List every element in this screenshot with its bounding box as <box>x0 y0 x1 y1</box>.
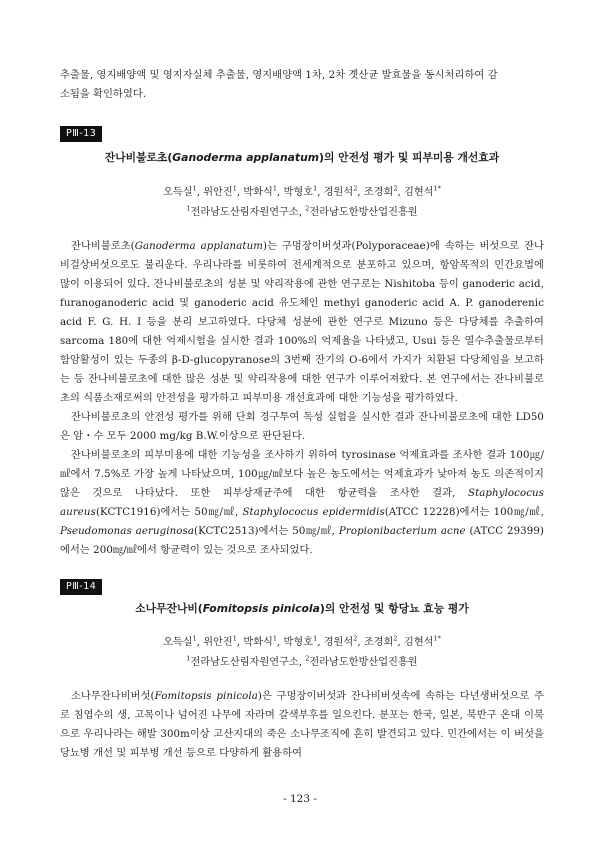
affiliations: $^1$전라남도산림자원연구소, $^2$전라남도한방산업진흥원 <box>186 204 418 218</box>
paragraph: 소나무잔나비버섯(Fomitopsis pinicola)은 구멍장이버섯과 잔나비버섯속에 속하는 다년생버섯으로 주로 침엽수의 생, 고목이나 넘어진 나무에 자라며 갈색부후를 일으킨다. 분포는 한국, 일본, 북반구 온대 이북으로 우리나라는 해발 300m이상 고산지대의 죽은 소나무조직에 흔히 발견되고 있다. 민간에서는 이 버섯을 당뇨병 개선 및 피부병 개선 등으로 다양하게 활용하여 <box>60 691 545 759</box>
section-body <box>60 687 544 763</box>
author: 오득실$^1$ <box>163 184 197 198</box>
page-number: - 123 - <box>283 793 317 805</box>
paragraph: 잔나비불로초(Ganoderma applanatum)는 구멍장이버섯과(Polyporaceae)에 속하는 버섯으로 잔나비걸상버섯으로도 불리운다. 우리나라를 비롯하여 전세계적으로 분포하고 있으며, 항암목적의 민간요법에 많이 이용되어 있다. 잔나비불로초의 성분 및 약리작용에 관한 연구로는 Nishitoba 등이 ganoderic acid, furanoganoderic acid 및 ganoderic acid 유도체인 methyl ganoderic acid A. P. ganoderenic acid F. G. H. I 등을 분리 보고하였다. 다당체 성분에 관한 연구로 Mizuno 등은 다당체를 추출하여 sarcoma 180에 대한 억제시험을 실시한 결과 100%의 억제율을 나타냈고, Usui 등은 열수추출물로부터 함암활성이 있는 두종의 β-D-glucopyranose의 3번째 잔기의 O-6에서 가지가 치환된 다당체임을 보고하는 등 잔나비불로초에 대한 많은 성분 및 약리작용에 대한 연구가 이루어져왔다. 본 연구에서는 잔나비불로초의 식품소재로써의 안전성을 평가하고 피부미용 개선효과에 대한 기능성을 평가하였다. <box>60 241 544 404</box>
affiliation: $^2$전라남도한방산업진흥원 <box>305 204 418 218</box>
paragraph: 잔나비불로초의 안전성 평가를 위해 단회 경구투여 독성 실험을 실시한 결과 잔나비불로초에 대한 LD50은 암・수 모두 2000 mg/kg B.W.이상으로 판단된다. <box>60 412 544 442</box>
affiliations: $^1$전라남도산림자원연구소, $^2$전라남도한방산업진흥원 <box>186 654 418 668</box>
paragraph: 잔나비불로초의 피부미용에 대한 기능성을 조사하기 위하여 tyrosinase 억제효과를 조사한 결과 100㎍/㎖에서 7.5%로 가장 높게 나타났으며, 100㎍/㎖보다 높은 농도에서는 억제효과가 낮아져 농도 의존적이지 않은 것으로 나타났다. 또한 피부상재균주에 대한 항균력을 조사한 결과, Staphylococus aureus(KCTC1916)에서는 50㎎/㎖, Staphylococus epidermidis(ATCC 12228)에서는 100㎎/㎖, Pseudomonas aeruginosa(KCTC2513)에서는 50㎎/㎖, Propionibacterium acne (ATCC 29399)에서는 200㎎/㎖에서 항균력이 있는 것으로 조사되었다. <box>60 450 544 556</box>
intro-line-2: 소됨을 확인하였다. <box>60 89 147 100</box>
author: 박화식$^1$ <box>243 184 278 198</box>
author: 김현석$^{1*}$ <box>404 634 441 648</box>
author: 경원석$^2$ <box>323 634 358 648</box>
author: 박형호$^1$ <box>283 184 318 198</box>
affiliation: $^2$전라남도한방산업진흥원 <box>305 654 418 668</box>
author: 오득실$^1$ <box>163 634 197 648</box>
intro-line-1: 추출물, 영지배양액 및 영지자실체 추출물, 영지배양액 1차, 2차 곗산균 발효물을 동시처리하여 감 <box>60 70 498 81</box>
author: 위안진$^1$ <box>203 634 237 648</box>
author: 김현석$^{1*}$ <box>404 184 441 198</box>
section-body <box>60 237 544 560</box>
author: 박형호$^1$ <box>283 634 318 648</box>
affiliation: $^1$전라남도산림자원연구소 <box>186 654 299 668</box>
author-list: 오득실$^1$, 위안진$^1$, 박화식$^1$, 박형호$^1$, 경원석$^2$, 조경희$^2$, 김현석$^{1*}$ <box>163 634 441 648</box>
section-tag: PⅢ-14 <box>60 579 102 595</box>
affiliation: $^1$전라남도산림자원연구소 <box>186 204 299 218</box>
author: 조경희$^2$ <box>363 634 398 648</box>
author: 박화식$^1$ <box>243 634 278 648</box>
section-title: 소나무잔나비(Fomitopsis pinicola)의 안전성 및 항당뇨 효능 평가 <box>135 602 469 615</box>
author-list: 오득실$^1$, 위안진$^1$, 박화식$^1$, 박형호$^1$, 경원석$^2$, 조경희$^2$, 김현석$^{1*}$ <box>163 184 441 198</box>
author: 조경희$^2$ <box>363 184 398 198</box>
author: 위안진$^1$ <box>203 184 237 198</box>
author: 경원석$^2$ <box>323 184 358 198</box>
section-title: 잔나비불로초(Ganoderma applanatum)의 안전성 평가 및 피부미용 개선효과 <box>104 151 500 164</box>
section-tag: PⅢ-13 <box>60 126 102 142</box>
intro-paragraph <box>60 66 544 104</box>
